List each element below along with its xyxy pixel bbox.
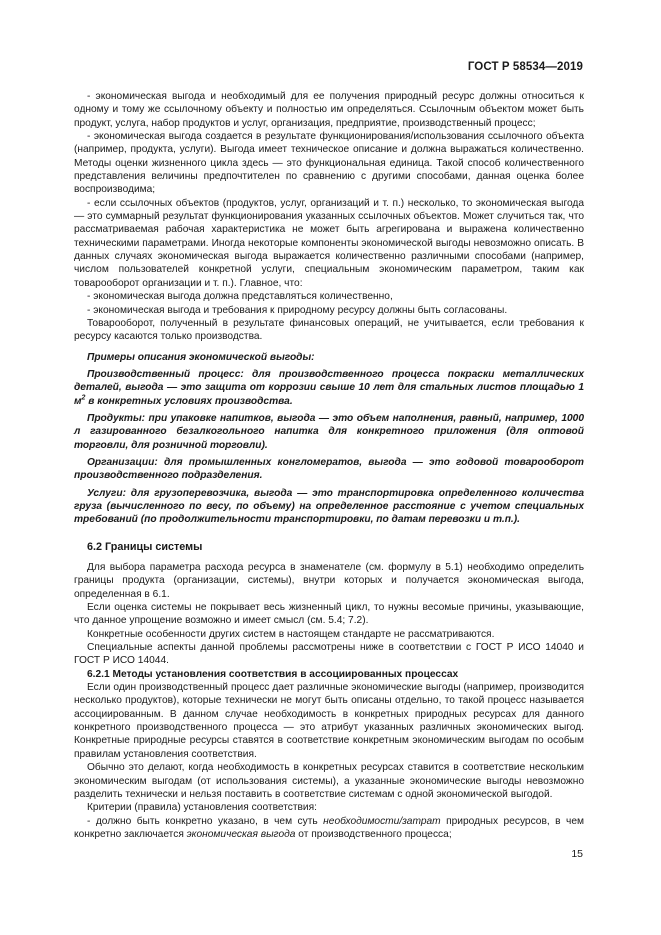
- spacer: [74, 527, 584, 534]
- superscript: 2: [81, 394, 86, 402]
- spacer: [74, 554, 584, 561]
- standard-number-header: ГОСТ Р 58534—2019: [467, 61, 583, 73]
- body-paragraph: Если оценка системы не покрывает весь жизненный цикл, то нужны весомые причины, указывающие, что данное упрощение возможно и имеет смысл (см. 5.4; 7.2).: [74, 602, 584, 627]
- body-paragraph: - экономическая выгода и необходимый для ее получения природный ресурс должны относиться к одному и тому же ссылочному объекту и полностью им определяться. Ссылочным объектом может быть продукт, услуга, набор продуктов и услуг, организация, предприятие, производственный процесс;: [74, 91, 584, 129]
- body-paragraph: Обычно это делают, когда необходимость в конкретных ресурсах ставится в соответствие нескольким экономическим выгодам (от использования системы), а указанные экономические выгоды невозможно разделить технически и нельзя поставить в соответствие системам с одной экономической выгодой.: [74, 762, 584, 800]
- body-paragraph: Если один производственный процесс дает различные экономические выгоды (например, производится несколько продуктов), которые технически не могут быть описаны отдельно, то такой процесс называется ассоциированным. В данном случае необходимость в конкретных природных ресурсах для данного конкретного производственного процесса — это атрибут указанных различных экономических выгод. Конкретные природные ресурсы ставятся в соответствие конкретным экономическим выгодам по особым правилам установления соответствия.: [74, 682, 584, 760]
- example-text: Примеры описания экономической выгоды:: [87, 351, 315, 363]
- spacer: [74, 344, 584, 351]
- body-paragraph: - экономическая выгода создается в результате функционирования/использования ссылочного объекта (например, продукта, услуги). Выгода имеет техническое описание и должна выражаться количественно. Методы оценки жизненного цикла здесь — это функциональная единица. Такой способ количественного представления величины предпочтителен по сравнению с другими способами, данная оценка более воспроизводима;: [74, 131, 584, 196]
- body-paragraph: - экономическая выгода и требования к природному ресурсу должны быть согласованы.: [87, 304, 508, 316]
- spacer: [74, 534, 584, 541]
- section-heading: 6.2 Границы системы: [87, 540, 203, 553]
- body-paragraph: - если ссылочных объектов (продуктов, услуг, организаций и т. п.) несколько, то экономическая выгода — это суммарный результат функционирования указанных ссылочных объектов. Может случиться так, что рассматриваемая рабочая характеристика не может быть агрегирована и выражена количественно техническими параметрами. Иногда некоторые компоненты экономической выгоды невозможно описать. В данных случаях экономическая выгода выражается количественно различными способами (например, числом пользователей конкретной услуги, специальным экономическим параметром, таким как товарооборот организации и т. п.). Главное, что:: [74, 197, 584, 289]
- example-paragraph: [74, 368, 584, 408]
- emphasis-text: экономическая выгода: [186, 828, 296, 840]
- paragraph-text: природных ресурсов, в чем конкретно заключается: [74, 815, 584, 840]
- example-paragraph: [74, 412, 584, 452]
- example-paragraph: [74, 487, 584, 527]
- body-paragraph: Критерии (правила) установления соответствия:: [87, 802, 317, 814]
- body-paragraph: Специальные аспекты данной проблемы рассмотрены ниже в соответствии с ГОСТ Р ИСО 14040 и ГОСТ Р ИСО 14044.: [74, 642, 584, 667]
- paragraph-text: от производственного процесса;: [295, 828, 452, 840]
- emphasis-text: необходимости/затрат: [323, 815, 441, 827]
- body-paragraph: Для выбора параметра расхода ресурса в знаменателе (см. формулу в 5.1) необходимо определить границы продукта (организации, системы), внутри которых и получается экономическая выгода, определенная в 6.1.: [74, 562, 584, 600]
- example-text: Продукты: при упаковке напитков, выгода — это объем наполнения, равный, например, 1000 л газированного безалкогольного напитка для конкретного приложения (для оптовой торговли, для розничной торговли).: [74, 412, 584, 451]
- example-text-tail: в конкретных условиях производства.: [85, 395, 293, 407]
- example-text: Услуги: для грузоперевозчика, выгода — это транспортировка определенного количества груза (вычисленного по весу, по объему) на определенное расстояние с учетом специальных требований (по продолжительности транспортировки, по датам перевозки и т.п.).: [74, 487, 584, 526]
- paragraph-text: - должно быть конкретно указано, в чем суть: [87, 815, 324, 827]
- document-body: [74, 90, 584, 841]
- body-paragraph: - экономическая выгода должна представляться количественно,: [87, 291, 393, 303]
- body-paragraph: [74, 815, 584, 842]
- body-paragraph: Товарооборот, полученный в результате финансовых операций, не учитывается, если требования к ресурсу касаются только производства.: [74, 317, 584, 343]
- example-paragraph: [74, 456, 584, 483]
- body-paragraph: Конкретные особенности других систем в настоящем стандарте не рассматриваются.: [87, 628, 495, 640]
- page-number: 15: [571, 848, 583, 860]
- example-text: Производственный процесс: для производственного процесса покраски металлических деталей, выгода — это защита от коррозии свыше 10 лет для стальных листов площадью 1 м: [74, 368, 584, 407]
- example-text: Организации: для промышленных конгломератов, выгода — это годовой товарооборот производственного подразделения.: [74, 456, 584, 482]
- example-paragraph: [74, 351, 584, 364]
- subsection-heading: 6.2.1 Методы установления соответствия в ассоциированных процессах: [87, 668, 459, 680]
